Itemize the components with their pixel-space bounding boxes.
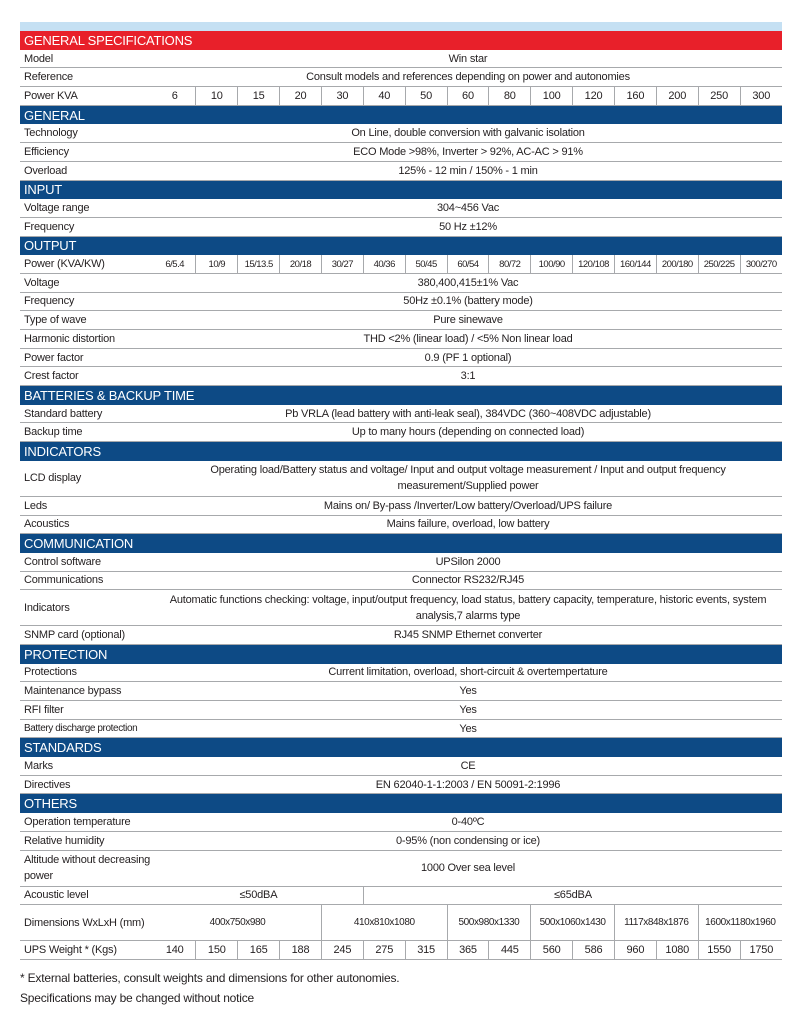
spec-value: 150 <box>196 941 238 960</box>
spec-row-voltage-range <box>20 199 782 217</box>
spec-label: Relative humidity <box>20 831 154 850</box>
spec-label: Battery discharge protection <box>20 719 154 738</box>
top-color-bar <box>20 22 782 31</box>
spec-row-relative-humidity <box>20 831 782 850</box>
spec-value: 200 <box>656 87 698 106</box>
spec-value: 300/270 <box>740 255 782 273</box>
spec-value: ECO Mode >98%, Inverter > 92%, AC-AC > 91% <box>154 143 782 162</box>
spec-row-power-kva <box>20 87 782 106</box>
spec-label: UPS Weight * (Kgs) <box>20 941 154 960</box>
spec-value: 1080 <box>656 941 698 960</box>
spec-value: 188 <box>280 941 322 960</box>
spec-value: Current limitation, overload, short-circuit & overtempertature <box>154 664 782 682</box>
section-title: INDICATORS <box>20 442 782 461</box>
spec-row-power-factor <box>20 348 782 367</box>
spec-value: 30 <box>321 87 363 106</box>
spec-value: RJ45 SNMP Ethernet converter <box>154 626 782 645</box>
spec-value: 586 <box>573 941 615 960</box>
spec-value: 10/9 <box>196 255 238 273</box>
spec-row-crest-factor <box>20 367 782 386</box>
spec-value: ≤65dBA <box>363 886 782 905</box>
spec-value: 445 <box>489 941 531 960</box>
section-header-communication <box>20 534 782 553</box>
spec-label: Acoustic level <box>20 886 154 905</box>
spec-value: 30/27 <box>321 255 363 273</box>
footnotes <box>20 968 399 1008</box>
spec-value: 380,400,415±1% Vac <box>154 273 782 292</box>
spec-value: 15 <box>238 87 280 106</box>
spec-value: 0-40ºC <box>154 813 782 831</box>
spec-row-frequency <box>20 292 782 311</box>
spec-label: Communications <box>20 571 154 590</box>
spec-value: 15/13.5 <box>238 255 280 273</box>
spec-row-battery-discharge-protection <box>20 719 782 738</box>
spec-value: 80/72 <box>489 255 531 273</box>
spec-value: 50Hz ±0.1% (battery mode) <box>154 292 782 311</box>
spec-row-acoustic-level <box>20 886 782 905</box>
spec-value: 6 <box>154 87 196 106</box>
spec-label: Overload <box>20 161 154 180</box>
section-header-others <box>20 794 782 813</box>
spec-row-type-of-wave <box>20 311 782 330</box>
spec-label: Dimensions WxLxH (mm) <box>20 905 154 941</box>
spec-value: Yes <box>154 682 782 701</box>
spec-label: Operation temperature <box>20 813 154 831</box>
spec-label: Indicators <box>20 590 154 626</box>
spec-value: 120/108 <box>573 255 615 273</box>
spec-row-rfi-filter <box>20 701 782 720</box>
spec-value: EN 62040-1-1:2003 / EN 50091-2:1996 <box>154 775 782 794</box>
spec-value: 365 <box>447 941 489 960</box>
section-title: PROTECTION <box>20 644 782 663</box>
spec-label: RFI filter <box>20 701 154 720</box>
section-header-general-specifications <box>20 31 782 50</box>
spec-value: 100/90 <box>531 255 573 273</box>
spec-label: Standard battery <box>20 405 154 423</box>
spec-value: Operating load/Battery status and voltage/ Input and output voltage measurement / Input and output frequency measurement/Supplied power <box>154 461 782 497</box>
spec-row-altitude-without-decreasing-power <box>20 850 782 886</box>
spec-label: Voltage <box>20 273 154 292</box>
spec-value: Mains failure, overload, low battery <box>154 515 782 534</box>
spec-label: Model <box>20 50 154 68</box>
spec-value: 1550 <box>698 941 740 960</box>
spec-value: 250/225 <box>698 255 740 273</box>
spec-row-directives <box>20 775 782 794</box>
spec-value: On Line, double conversion with galvanic isolation <box>154 124 782 142</box>
spec-label: Crest factor <box>20 367 154 386</box>
spec-row-indicators <box>20 590 782 626</box>
spec-row-leds <box>20 496 782 515</box>
spec-label: Reference <box>20 68 154 87</box>
spec-row-acoustics <box>20 515 782 534</box>
spec-value: Automatic functions checking: voltage, input/output frequency, load status, battery capacity, temperature, historic events, system analysis,7 alarms type <box>154 590 782 626</box>
section-header-indicators <box>20 442 782 461</box>
spec-row-technology <box>20 124 782 142</box>
spec-row-communications <box>20 571 782 590</box>
spec-row-model <box>20 50 782 68</box>
spec-row-power-kva-kw <box>20 255 782 273</box>
spec-value: UPSilon 2000 <box>154 553 782 571</box>
spec-row-marks <box>20 757 782 775</box>
spec-row-frequency <box>20 217 782 236</box>
spec-value: 160 <box>614 87 656 106</box>
spec-value: Up to many hours (depending on connected load) <box>154 423 782 442</box>
spec-value: 10 <box>196 87 238 106</box>
spec-label: Frequency <box>20 217 154 236</box>
spec-value: 6/5.4 <box>154 255 196 273</box>
spec-label: Backup time <box>20 423 154 442</box>
section-header-general <box>20 105 782 124</box>
spec-label: LCD display <box>20 461 154 497</box>
spec-value: 1000 Over sea level <box>154 850 782 886</box>
spec-value: 245 <box>321 941 363 960</box>
spec-value: 20/18 <box>280 255 322 273</box>
section-title: OUTPUT <box>20 236 782 255</box>
spec-value: 40/36 <box>363 255 405 273</box>
spec-label: Maintenance bypass <box>20 682 154 701</box>
spec-value: 200/180 <box>656 255 698 273</box>
spec-value: 275 <box>363 941 405 960</box>
spec-label: Type of wave <box>20 311 154 330</box>
spec-label: Voltage range <box>20 199 154 217</box>
spec-value: 500x1060x1430 <box>531 905 615 941</box>
spec-value: Win star <box>154 50 782 68</box>
footnote-batteries: * External batteries, consult weights and dimensions for other autonomies. <box>20 971 400 985</box>
spec-label: Power (KVA/KW) <box>20 255 154 273</box>
spec-value: 50/45 <box>405 255 447 273</box>
spec-value: Mains on/ By-pass /Inverter/Low battery/Overload/UPS failure <box>154 496 782 515</box>
section-title: BATTERIES & BACKUP TIME <box>20 386 782 405</box>
spec-value: ≤50dBA <box>154 886 363 905</box>
section-header-protection <box>20 644 782 663</box>
spec-row-maintenance-bypass <box>20 682 782 701</box>
spec-label: Protections <box>20 664 154 682</box>
section-header-input <box>20 180 782 199</box>
spec-value: 0-95% (non condensing or ice) <box>154 831 782 850</box>
spec-value: 3:1 <box>154 367 782 386</box>
spec-label: Leds <box>20 496 154 515</box>
spec-value: 160/144 <box>614 255 656 273</box>
spec-value: Pure sinewave <box>154 311 782 330</box>
spec-value: CE <box>154 757 782 775</box>
spec-value: 60 <box>447 87 489 106</box>
spec-value: 300 <box>740 87 782 106</box>
spec-label: Control software <box>20 553 154 571</box>
spec-value: Yes <box>154 701 782 720</box>
spec-value: 50 Hz ±12% <box>154 217 782 236</box>
spec-value: 125% - 12 min / 150% - 1 min <box>154 161 782 180</box>
section-header-batteries-backup-time <box>20 386 782 405</box>
spec-label: Power factor <box>20 348 154 367</box>
spec-value: 60/54 <box>447 255 489 273</box>
spec-value: 120 <box>573 87 615 106</box>
spec-value: Consult models and references depending on power and autonomies <box>154 68 782 87</box>
spec-row-standard-battery <box>20 405 782 423</box>
spec-value: Pb VRLA (lead battery with anti-leak seal), 384VDC (360~408VDC adjustable) <box>154 405 782 423</box>
spec-value: 560 <box>531 941 573 960</box>
spec-value: 1117x848x1876 <box>614 905 698 941</box>
spec-row-reference <box>20 68 782 87</box>
spec-value: 140 <box>154 941 196 960</box>
spec-value: 304~456 Vac <box>154 199 782 217</box>
spec-label: Power KVA <box>20 87 154 106</box>
spec-row-overload <box>20 161 782 180</box>
section-title: COMMUNICATION <box>20 534 782 553</box>
spec-value: Yes <box>154 719 782 738</box>
section-title: GENERAL SPECIFICATIONS <box>20 31 782 50</box>
spec-value: Connector RS232/RJ45 <box>154 571 782 590</box>
section-title: GENERAL <box>20 105 782 124</box>
spec-value: 40 <box>363 87 405 106</box>
spec-row-protections <box>20 664 782 682</box>
spec-label: Technology <box>20 124 154 142</box>
section-title: STANDARDS <box>20 738 782 757</box>
spec-value: 1750 <box>740 941 782 960</box>
spec-row-backup-time <box>20 423 782 442</box>
spec-row-efficiency <box>20 143 782 162</box>
spec-row-lcd-display <box>20 461 782 497</box>
spec-label: Efficiency <box>20 143 154 162</box>
spec-label: SNMP card (optional) <box>20 626 154 645</box>
spec-value: 400x750x980 <box>154 905 321 941</box>
spec-row-dimensions-wxlxh-mm <box>20 905 782 941</box>
spec-value: 500x980x1330 <box>447 905 531 941</box>
spec-value: 50 <box>405 87 447 106</box>
spec-label: Altitude without decreasing power <box>20 850 154 886</box>
section-header-output <box>20 236 782 255</box>
spec-row-harmonic-distortion <box>20 330 782 349</box>
spec-value: 20 <box>280 87 322 106</box>
spec-value: 960 <box>614 941 656 960</box>
spec-value: 0.9 (PF 1 optional) <box>154 348 782 367</box>
spec-row-snmp-card-optional <box>20 626 782 645</box>
spec-row-control-software <box>20 553 782 571</box>
spec-label: Directives <box>20 775 154 794</box>
spec-value: 80 <box>489 87 531 106</box>
spec-row-operation-temperature <box>20 813 782 831</box>
spec-label: Harmonic distortion <box>20 330 154 349</box>
specifications-table <box>20 31 782 960</box>
spec-row-ups-weight-kgs <box>20 941 782 960</box>
spec-label: Frequency <box>20 292 154 311</box>
spec-row-voltage <box>20 273 782 292</box>
spec-value: 250 <box>698 87 740 106</box>
footnote-disclaimer: Specifications may be changed without notice <box>20 991 255 1005</box>
spec-value: 100 <box>531 87 573 106</box>
spec-value: 410x810x1080 <box>321 905 447 941</box>
spec-value: 1600x1180x1960 <box>698 905 782 941</box>
section-title: INPUT <box>20 180 782 199</box>
section-title: OTHERS <box>20 794 782 813</box>
spec-value: THD <2% (linear load) / <5% Non linear load <box>154 330 782 349</box>
spec-label: Marks <box>20 757 154 775</box>
section-header-standards <box>20 738 782 757</box>
spec-value: 165 <box>238 941 280 960</box>
spec-label: Acoustics <box>20 515 154 534</box>
spec-value: 315 <box>405 941 447 960</box>
